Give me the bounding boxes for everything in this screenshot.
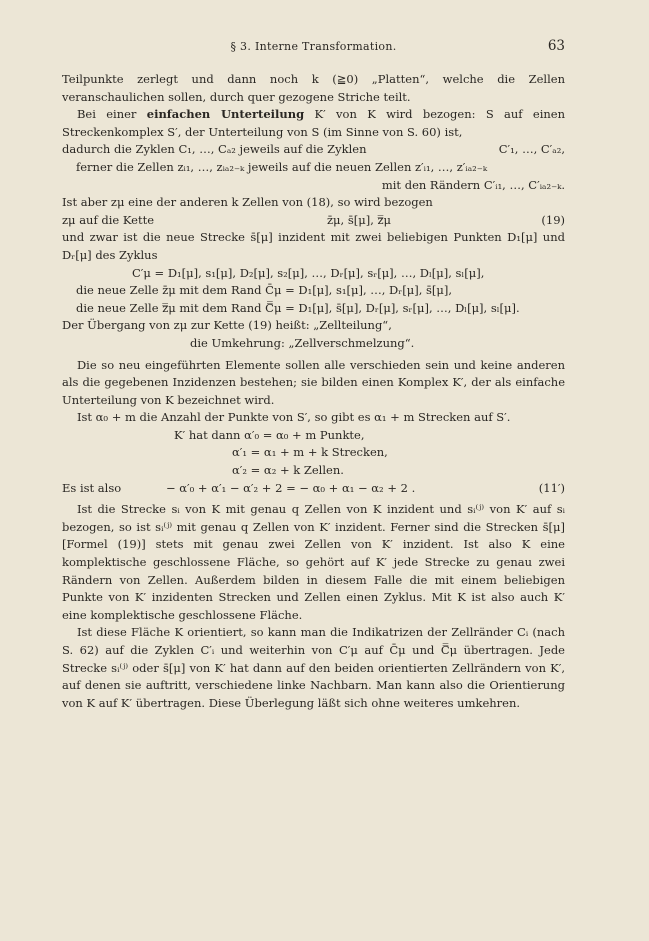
line-umkehrung — [62, 335, 565, 353]
text-es-ist-also: Es ist also — [62, 480, 122, 495]
text-ist-aber: Ist aber zμ eine der anderen k Zellen von (18), so wird bezogen — [62, 195, 433, 210]
text-ferner-zellen: ferner die Zellen zᵢ₁, …, zᵢₐ₂₋ₖ jeweils auf die neuen Zellen z′ᵢ₁, …, z′ᵢₐ₂₋ₖ — [76, 159, 488, 174]
paragraph-einfache-unterteilung — [62, 106, 565, 141]
formula-punkte: K′ hat dann α′₀ = α₀ + m Punkte, — [174, 427, 365, 442]
line-zellen — [62, 159, 565, 177]
formula-euler: − α′₀ + α′₁ − α′₂ + 2 = − α₀ + α₁ − α₂ + 2 . — [166, 480, 416, 495]
equation-label-11: (11′) — [538, 480, 565, 495]
paragraph-neue-strecke: und zwar ist die neue Strecke s̄[μ] inzident mit zwei beliebigen Punkten D₁[μ] und Dᵣ[μ] des Zyklus — [62, 230, 565, 262]
formula-kette: z̄μ, s̄[μ], z̿μ — [327, 212, 392, 227]
line-zellen-anzahl — [62, 462, 565, 480]
text-mit-den-raendern: mit den Rändern C′ᵢ₁, …, C′ᵢₐ₂₋ₖ. — [381, 177, 565, 192]
line-zyklus-formel — [62, 265, 565, 283]
line-ist-aber — [62, 194, 565, 212]
text-auf-die-kette: zμ auf die Kette — [62, 212, 154, 227]
section-title: § 3. Interne Transformation. — [230, 40, 397, 53]
line-kette — [62, 212, 565, 230]
text-neue-zelle-1: die neue Zelle z̄μ mit dem Rand C̄μ = D₁[μ], s₁[μ], …, Dᵣ[μ], s̄[μ], — [76, 283, 453, 298]
page-body — [62, 71, 565, 712]
text-dadurch-zyklen: dadurch die Zyklen C₁, …, Cₐ₂ jeweils auf die Zyklen — [62, 142, 367, 157]
formula-strecken: α′₁ = α₁ + m + k Strecken, — [232, 445, 388, 460]
text-bei-einer: Bei einer — [76, 107, 147, 122]
paragraph-orientierung: Ist diese Fläche K orientiert, so kann man die Indikatrizen der Zellränder Cᵢ (nach S. 62) auf die Zyklen C′ᵢ und weiterhin von C′μ auf C̄μ und C̿μ übertragen. Jede Strecke sᵢ⁽ʲ⁾ oder s̄[μ] von K′ hat dann auf den beiden orientierten Zellrändern von K′, auf denen sie auftritt, verschiedene linke Nachbarn. Man kann also die Orientierung von K auf K′ übertragen. Diese Überlegung läßt sich ohne weiteres umkehren. — [62, 625, 565, 710]
text-zellteilung: Der Übergang von zμ zur Kette (19) heißt: „Zellteilung“, — [62, 318, 392, 333]
text-neue-zelle-2: die neue Zelle z̿μ mit dem Rand C̿μ = D₁[μ], s̄[μ], Dᵣ[μ], sᵣ[μ], …, Dₗ[μ], sₗ[μ]. — [76, 300, 520, 315]
formula-zellen: α′₂ = α₂ + k Zellen. — [232, 463, 344, 478]
paragraph-strecke-inzident: Ist die Strecke sᵢ von K mit genau q Zellen von K inzident und sᵢ⁽ʲ⁾ von K′ auf sᵢ bezogen, so ist sᵢ⁽ʲ⁾ mit genau q Zellen von K′ inzident. Ferner sind die Strecken s̄[μ] [Formel (19)] stets mit genau zwei Zellen von K′ inzident. Ist also K eine komplektische geschlossene Fläche, so gehört auf K′ jede Strecke zu genau zwei Rändern von Zellen. Außerdem bilden in diesem Falle die mit einem beliebigen Punkte von K′ inzidenten Strecken und Zellen einen Zyklus. Mit K ist also auch K′ eine komplektische geschlossene Fläche. — [62, 502, 565, 622]
line-strecken — [62, 444, 565, 462]
line-raender — [62, 177, 565, 195]
formula-zyklen-bild: C′₁, …, C′ₐ₂, — [498, 142, 565, 157]
equation-label-19: (19) — [541, 212, 565, 227]
line-neue-zelle-1 — [62, 282, 565, 300]
text-wird-bezogen: K′ von K wird bezogen: S auf einen Streckenkomplex S′, der Unterteilung von S (im Sinne von S. 60) ist, — [62, 107, 565, 139]
paragraph-teilpunkte: Teilpunkte zerlegt und dann noch k (≧0) „Platten“, welche die Zellen veranschaulichen sollen, durch quer gezogene Striche teilt. — [62, 72, 565, 104]
page-number: 63 — [547, 38, 565, 54]
formula-zyklus: C′μ = D₁[μ], s₁[μ], D₂[μ], s₂[μ], …, Dᵣ[μ], sᵣ[μ], …, Dₗ[μ], sₗ[μ], — [132, 265, 485, 280]
line-euler — [62, 480, 565, 498]
line-punkte — [62, 427, 565, 445]
line-uebergang — [62, 317, 565, 335]
term-einfachen-unterteilung: einfachen Unterteilung — [146, 107, 305, 122]
paragraph-neue-elemente: Die so neu eingeführten Elemente sollen alle verschieden sein und keine anderen als die gegebenen Inzidenzen bestehen; sie bilden einen Komplex K′, der als einfache Unterteilung von K bezeichnet wird. — [62, 357, 565, 407]
text-zellverschmelzung: die Umkehrung: „Zellverschmelzung“. — [190, 335, 415, 350]
running-header — [62, 40, 565, 58]
line-neue-zelle-2 — [62, 300, 565, 318]
paragraph-anzahl-punkte: Ist α₀ + m die Anzahl der Punkte von S′, so gibt es α₁ + m Strecken auf S′. — [76, 410, 511, 425]
line-zyklen — [62, 141, 565, 159]
